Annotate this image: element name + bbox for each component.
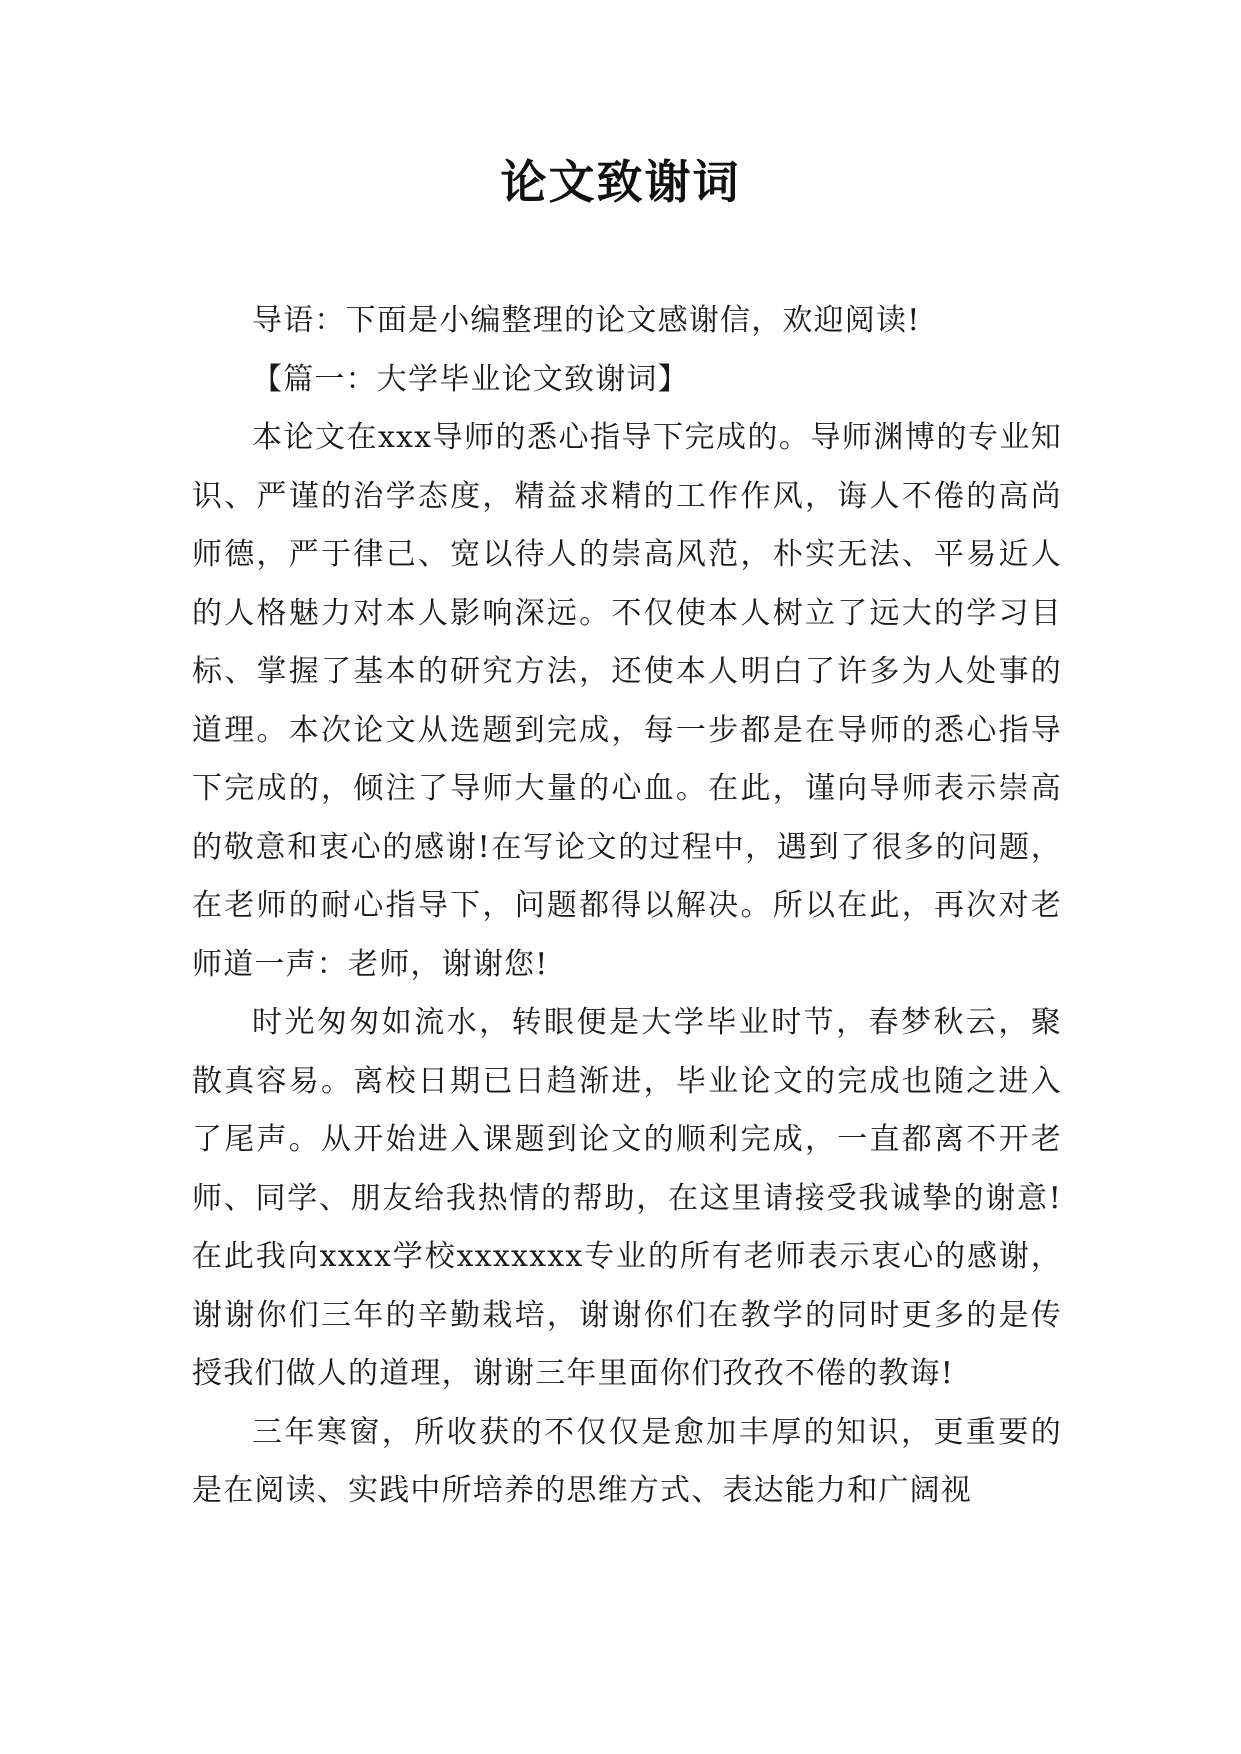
intro-paragraph: 导语：下面是小编整理的论文感谢信，欢迎阅读!	[252, 303, 921, 338]
section-heading: 【篇一：大学毕业论文致谢词】	[252, 361, 689, 397]
body-paragraph: 时光匆匆如流水，转眼便是大学毕业时节，春梦秋云，聚散真容易。离校日期已日趋渐进，毕业论文的完成也随之进入了尾声。从开始进入课题到论文的顺利完成，一直都离不开老师、同学、朋友给我热情的帮助，在这里请接受我诚挚的谢意!在此我向xxxx学校xxxxxxx专业的所有老师表示衷心的感谢，谢谢你们三年的辛勤栽培，谢谢你们在教学的同时更多的是传授我们做人的道理，谢谢三年里面你们孜孜不倦的教诲!	[192, 1005, 1062, 1391]
document-title: 论文致谢词	[500, 155, 741, 209]
document-body	[192, 292, 1062, 1521]
body-paragraph: 三年寒窗，所收获的不仅仅是愈加丰厚的知识，更重要的是在阅读、实践中所培养的思维方式、表达能力和广阔视	[192, 1414, 1062, 1508]
body-paragraph: 本论文在xxx导师的悉心指导下完成的。导师渊博的专业知识、严谨的治学态度，精益求精的工作作风，诲人不倦的高尚师德，严于律己、宽以待人的崇高风范，朴实无法、平易近人的人格魅力对本人影响深远。不仅使本人树立了远大的学习目标、掌握了基本的研究方法，还使本人明白了许多为人处事的道理。本次论文从选题到完成，每一步都是在导师的悉心指导下完成的，倾注了导师大量的心血。在此，谨向导师表示崇高的敬意和衷心的感谢!在写论文的过程中，遇到了很多的问题，在老师的耐心指导下，问题都得以解决。所以在此，再次对老师道一声：老师，谢谢您!	[192, 420, 1062, 982]
